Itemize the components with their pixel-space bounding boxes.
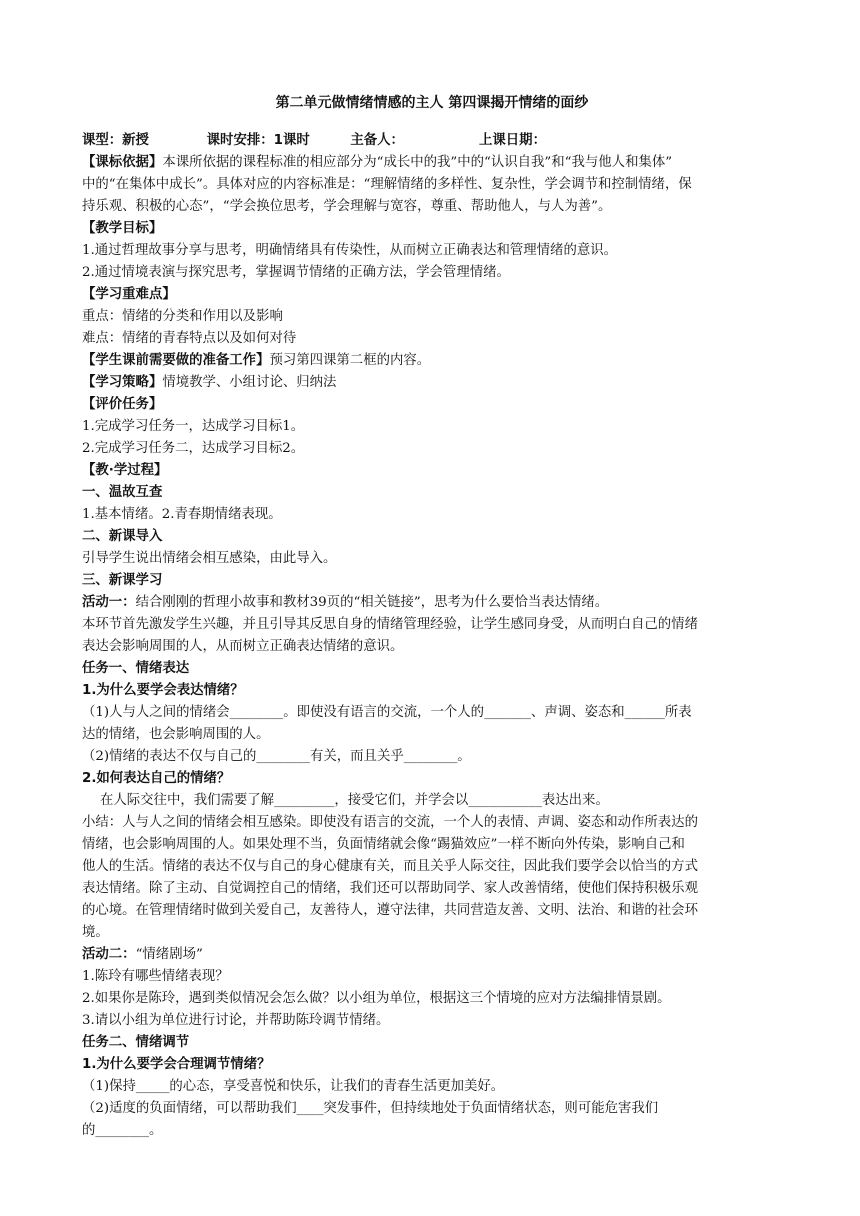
- goal-item: 1.通过哲理故事分享与思考，明确情绪具有传染性，从而树立正确表达和管理情绪的意识。: [82, 243, 618, 258]
- activity-2-item: 1.陈玲有哪些情绪表现？: [82, 969, 229, 984]
- question-3: 1.为什么要学会合理调节情绪？: [82, 1057, 271, 1072]
- summary-line: 小结：人与人之间的情绪会相互感染。即使没有语言的交流，一个人的表情、声调、姿态和动作所表达的: [82, 815, 698, 830]
- lesson-date: 上课日期：: [479, 133, 546, 148]
- key-point: 重点：情绪的分类和作用以及影响: [82, 309, 283, 324]
- key-points-heading: 【学习重难点】: [82, 287, 176, 302]
- summary-line: 他人的生活。情绪的表达不仅与自己的身心健康有关，而且关乎人际交往，因此我们要学会以恰当的方式: [82, 859, 698, 874]
- goals-heading: 【教学目标】: [82, 221, 163, 236]
- prep-text: 预习第四课第二框的内容。: [269, 353, 431, 368]
- basis-heading: 【课标依据】: [82, 155, 163, 170]
- strategy-heading: 【学习策略】: [82, 375, 163, 390]
- goal-item: 2.通过情境表演与探究思考，掌握调节情绪的正确方法，学会管理情绪。: [82, 265, 510, 280]
- activity-1-desc: 本环节首先激发学生兴趣，并且引导其反思自身的情绪管理经验，让学生感同身受，从而明白自己的情绪: [82, 617, 698, 632]
- activity-1-desc: 表达会影响周围的人，从而树立正确表达情绪的意识。: [82, 639, 404, 654]
- eval-heading: 【评价任务】: [82, 397, 163, 412]
- answer-1-2: （2)情绪的表达不仅与自己的________有关，而且关乎________。: [82, 749, 471, 764]
- difficult-point: 难点：情绪的青春特点以及如何对待: [82, 331, 297, 346]
- eval-item: 2.完成学习任务二，达成学习目标2。: [82, 441, 305, 456]
- answer-3-1: （1)保持_____的心态，享受喜悦和快乐，让我们的青春生活更加美好。: [82, 1079, 505, 1094]
- task-1-heading: 任务一、情绪表达: [82, 661, 190, 676]
- process-heading: 【教·学过程】: [82, 463, 168, 478]
- activity-2-label: 活动二：: [82, 947, 136, 962]
- basis-line: 持乐观、积极的心态”，“学会换位思考，学会理解与宽容，尊重、帮助他人，与人为善”。: [82, 199, 612, 214]
- document-page: [82, 92, 782, 1142]
- summary-line: 的心境。在管理情绪时做到关爱自己，友善待人，遵守法律，共同营造友善、文明、法治、和谐的社会环: [82, 903, 698, 918]
- summary-line: 境。: [82, 925, 109, 940]
- answer-1-1-cont: 达的情绪，也会影响周围的人。: [82, 727, 270, 742]
- document-title: 第二单元做情绪情感的主人 第四课揭开情绪的面纱: [275, 95, 589, 111]
- basis-text: 本课所依据的课程标准的相应部分为“成长中的我”中的“认识自我”和“我与他人和集体”: [162, 155, 673, 170]
- lesson-meta: [82, 130, 782, 152]
- activity-2-text: “情绪剧场”: [135, 947, 203, 962]
- answer-2: 在人际交往中，我们需要了解_________，接受它们，并学会以___________表达出来。: [100, 793, 609, 808]
- basis-line: 中的“在集体中成长”。具体对应的内容标准是：“理解情绪的多样性、复杂性，学会调节和控制情绪，保: [82, 177, 692, 192]
- activity-2-item: 2.如果你是陈玲，遇到类似情况会怎么做？以小组为单位，根据这三个情境的应对方法编排情景剧。: [82, 991, 671, 1006]
- section-review: 一、温故互查: [82, 485, 163, 500]
- activity-1-label: 活动一：: [82, 595, 136, 610]
- activity-1-text: 结合刚刚的哲理小故事和教材39页的“相关链接”，思考为什么要恰当表达情绪。: [135, 595, 609, 610]
- activity-2-item: 3.请以小组为单位进行讨论，并帮助陈玲调节情绪。: [82, 1013, 390, 1028]
- eval-item: 1.完成学习任务一，达成学习目标1。: [82, 419, 305, 434]
- prep-heading: 【学生课前需要做的准备工作】: [82, 353, 270, 368]
- strategy-text: 情境教学、小组讨论、归纳法: [162, 375, 337, 390]
- answer-3-2: （2)适度的负面情绪，可以帮助我们____突发事件，但持续地处于负面情绪状态，则可能危害我们: [82, 1101, 659, 1116]
- intro-text: 引导学生说出情绪会相互感染，由此导入。: [82, 551, 337, 566]
- section-intro: 二、新课导入: [82, 529, 163, 544]
- section-new-learning: 三、新课学习: [82, 573, 163, 588]
- answer-1-1: （1)人与人之间的情绪会________。即使没有语言的交流，一个人的_______、声调、姿态和______所表: [82, 705, 692, 720]
- task-2-heading: 任务二、情绪调节: [82, 1035, 190, 1050]
- lesson-preparer: 主备人：: [350, 133, 404, 148]
- summary-line: 情绪，也会影响周围的人。如果处理不当，负面情绪就会像“踢猫效应”一样不断向外传染，影响自己和: [82, 837, 685, 852]
- summary-line: 表达情绪。除了主动、自觉调控自己的情绪，我们还可以帮助同学、家人改善情绪，使他们保持积极乐观: [82, 881, 698, 896]
- lesson-hours: 课时安排：1课时: [206, 133, 310, 148]
- question-2: 2.如何表达自己的情绪？: [82, 771, 231, 786]
- review-text: 1.基本情绪。2.青春期情绪表现。: [82, 507, 282, 522]
- lesson-type: 课型：新授: [82, 133, 149, 148]
- question-1: 1.为什么要学会表达情绪？: [82, 683, 244, 698]
- answer-3-2-cont: 的________。: [82, 1123, 163, 1138]
